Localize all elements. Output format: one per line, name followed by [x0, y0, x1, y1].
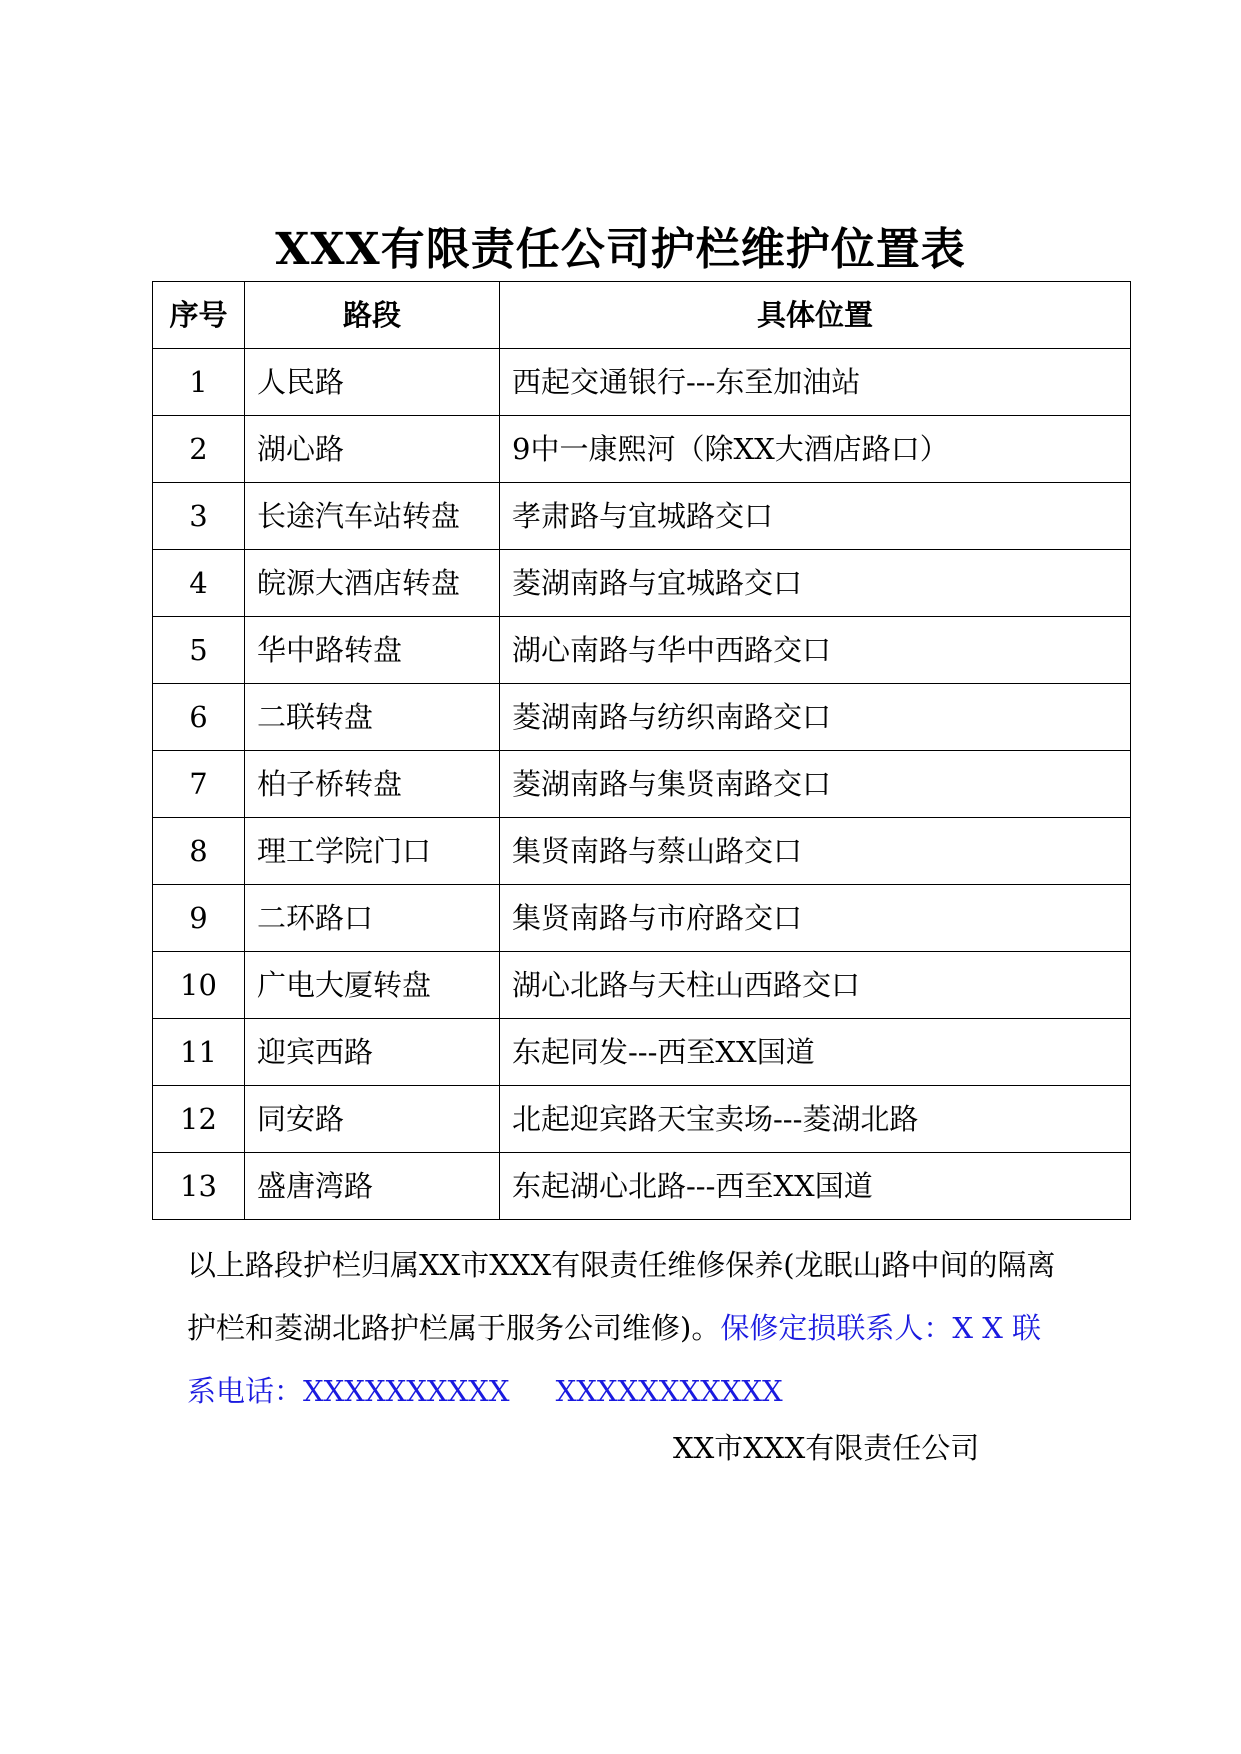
row-number: 11: [153, 1019, 245, 1086]
row-location: 集贤南路与市府路交口: [500, 885, 1131, 952]
row-number: 9: [153, 885, 245, 952]
row-location: 东起湖心北路---西至XX国道: [500, 1153, 1131, 1220]
row-number: 5: [153, 617, 245, 684]
row-road: 皖源大酒店转盘: [245, 550, 500, 617]
row-location: 东起同发---西至XX国道: [500, 1019, 1131, 1086]
row-number: 1: [153, 349, 245, 416]
row-number: 4: [153, 550, 245, 617]
table-row: [153, 550, 1131, 617]
header-number: 序号: [153, 282, 245, 349]
header-location: 具体位置: [500, 282, 1131, 349]
document-title: XXX有限责任公司护栏维护位置表: [275, 224, 966, 275]
row-number: 12: [153, 1086, 245, 1153]
row-location: 菱湖南路与集贤南路交口: [500, 751, 1131, 818]
row-number: 3: [153, 483, 245, 550]
row-number: 6: [153, 684, 245, 751]
row-number: 8: [153, 818, 245, 885]
row-location: 9中一康熙河（除XX大酒店路口）: [500, 416, 1131, 483]
table-row: [153, 751, 1131, 818]
row-road: 二环路口: [245, 885, 500, 952]
row-location: 北起迎宾路天宝卖场---菱湖北路: [500, 1086, 1131, 1153]
ownership-note: [187, 1234, 1067, 1423]
table-row: [153, 1086, 1131, 1153]
row-road: 广电大厦转盘: [245, 952, 500, 1019]
table-row: [153, 617, 1131, 684]
company-signature: XX市XXX有限责任公司: [673, 1431, 980, 1465]
guardrail-location-table: [152, 281, 1131, 1220]
table-row: [153, 483, 1131, 550]
row-location: 湖心南路与华中西路交口: [500, 617, 1131, 684]
table-row: [153, 416, 1131, 483]
row-road: 盛唐湾路: [245, 1153, 500, 1220]
row-location: 菱湖南路与纺织南路交口: [500, 684, 1131, 751]
note-text: 以上路段护栏归属XX市XXX有限责任维修保养(龙眠山路中间的隔离护栏和菱湖北路护栏属于服务公司维修)。: [187, 1248, 1056, 1345]
row-road: 理工学院门口: [245, 818, 500, 885]
row-road: 柏子桥转盘: [245, 751, 500, 818]
header-road: 路段: [245, 282, 500, 349]
row-number: 13: [153, 1153, 245, 1220]
row-location: 菱湖南路与宜城路交口: [500, 550, 1131, 617]
contact-label: 保修定损联系人：X X 联系电话：: [187, 1311, 1042, 1408]
row-road: 人民路: [245, 349, 500, 416]
row-road: 迎宾西路: [245, 1019, 500, 1086]
table-row: [153, 818, 1131, 885]
row-road: 同安路: [245, 1086, 500, 1153]
row-number: 2: [153, 416, 245, 483]
row-location: 西起交通银行---东至加油站: [500, 349, 1131, 416]
contact-phone-1: XXXXXXXXXX: [303, 1374, 510, 1408]
row-location: 孝肃路与宜城路交口: [500, 483, 1131, 550]
row-road: 长途汽车站转盘: [245, 483, 500, 550]
row-location: 集贤南路与蔡山路交口: [500, 818, 1131, 885]
table-row: [153, 684, 1131, 751]
table-row: [153, 1153, 1131, 1220]
row-number: 10: [153, 952, 245, 1019]
contact-phone-2: XXXXXXXXXXX: [555, 1374, 783, 1408]
table-row: [153, 885, 1131, 952]
row-road: 二联转盘: [245, 684, 500, 751]
table-row: [153, 1019, 1131, 1086]
row-road: 湖心路: [245, 416, 500, 483]
table-row: [153, 349, 1131, 416]
table-header-row: [153, 282, 1131, 349]
row-number: 7: [153, 751, 245, 818]
table-row: [153, 952, 1131, 1019]
row-location: 湖心北路与天柱山西路交口: [500, 952, 1131, 1019]
row-road: 华中路转盘: [245, 617, 500, 684]
